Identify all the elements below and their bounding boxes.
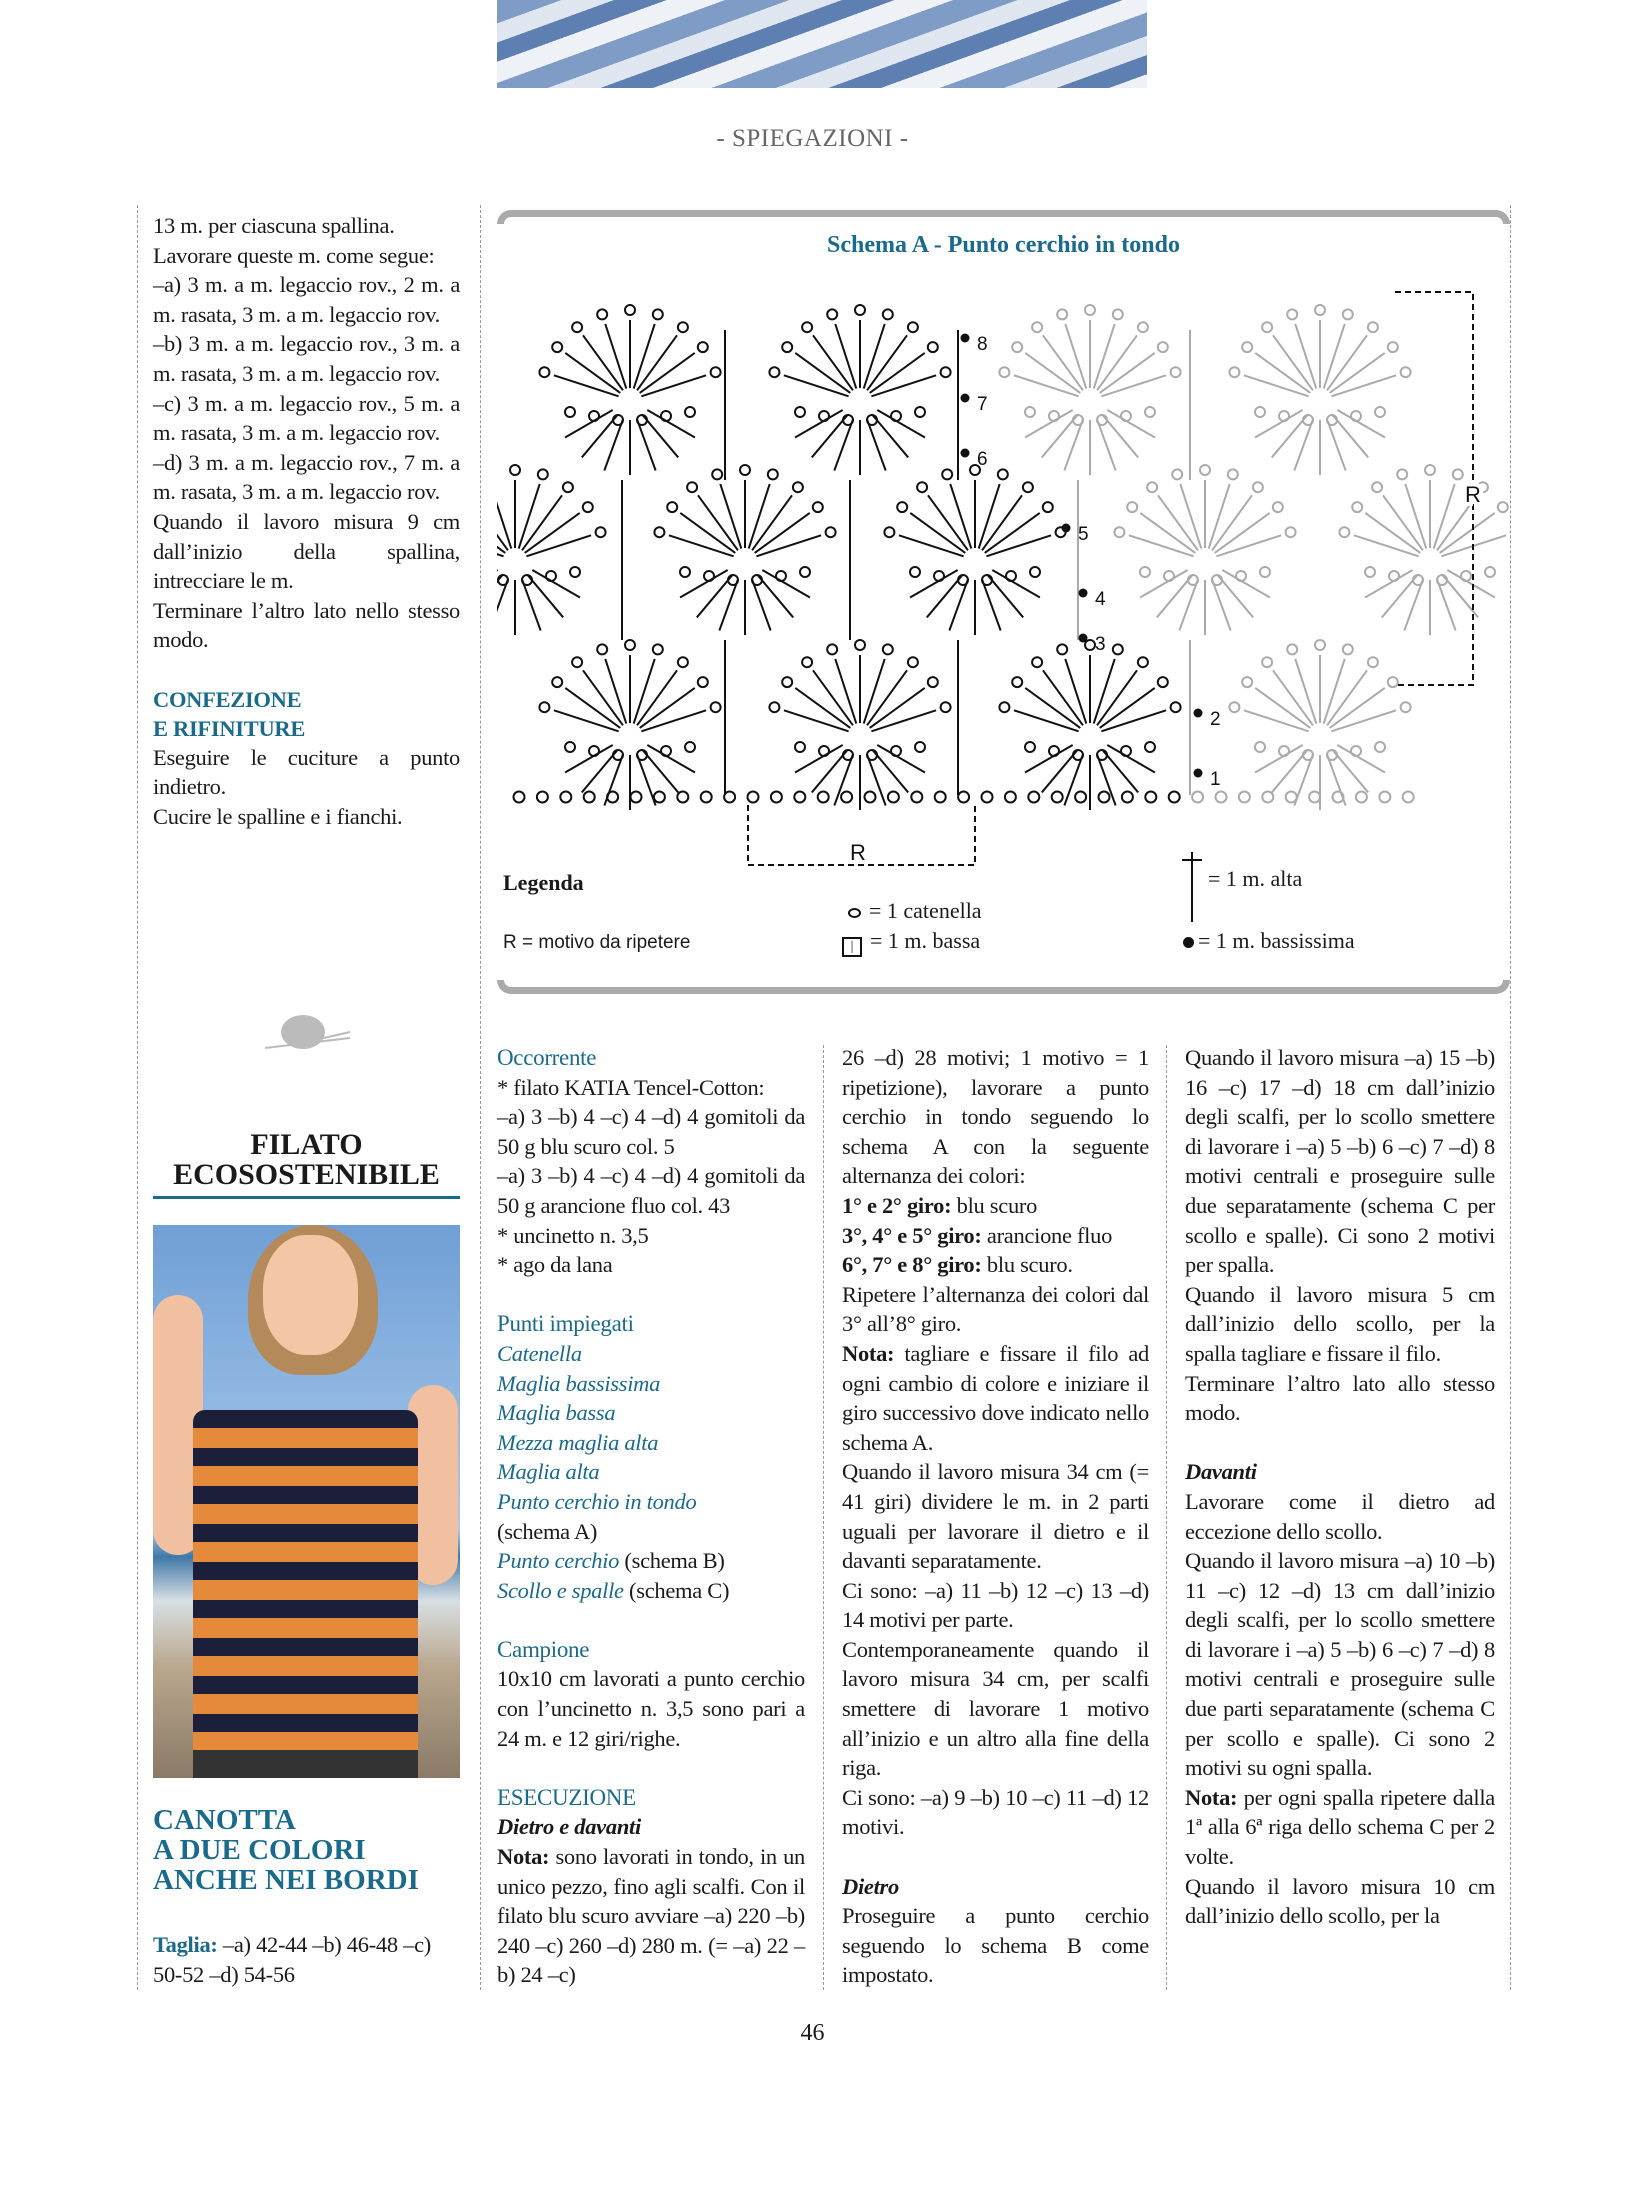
- paragraph: Quando il lavoro misura 9 cm dall’inizio della spallina, intrecciare le m.: [153, 508, 460, 594]
- chain-stitch: [1145, 742, 1155, 752]
- page-number: 46: [800, 2020, 825, 2046]
- chain-stitch: [884, 527, 894, 537]
- chain-stitch: [1012, 677, 1022, 687]
- chain-stitch: [1262, 322, 1272, 332]
- chain-stitch: [572, 322, 582, 332]
- paragraph: Ci sono: –a) 9 –b) 10 –c) 11 –d) 12 motivi.: [842, 1784, 1149, 1840]
- chain-stitch: [776, 571, 786, 581]
- chain-stitch: [546, 571, 556, 581]
- chain-stitch: [1352, 502, 1362, 512]
- chain-stitch: [1351, 746, 1361, 756]
- chain-stitch: [572, 657, 582, 667]
- slip-stitch: [1062, 524, 1071, 533]
- chain-stitch: [698, 677, 708, 687]
- chain-stitch: [740, 465, 750, 475]
- chain-stitch: [1242, 342, 1252, 352]
- chain-stitch: [1005, 792, 1016, 803]
- subheading: Dietro e davanti: [497, 1814, 641, 1840]
- chain-stitch: [1228, 469, 1238, 479]
- chain-stitch: [625, 640, 635, 650]
- chain-stitch: [1498, 502, 1508, 512]
- chain-stitch: [958, 792, 969, 803]
- chain-stitch: [1229, 367, 1239, 377]
- legend-bassa: | = 1 m. bassa: [842, 928, 980, 957]
- chain-stitch: [1229, 702, 1239, 712]
- chain-stitch: [819, 411, 829, 421]
- chain-stitch: [1099, 792, 1110, 803]
- crochet-diagram: [497, 270, 1510, 870]
- row-number: 3: [1095, 634, 1106, 655]
- chain-stitch: [678, 322, 688, 332]
- chain-stitch: [928, 677, 938, 687]
- material-item: * filato KATIA Tencel-Cotton:: [497, 1074, 765, 1100]
- chain-stitch: [1113, 644, 1123, 654]
- chain-stitch: [1388, 342, 1398, 352]
- chain-stitch: [1343, 644, 1353, 654]
- double-crochet: [497, 570, 498, 598]
- chain-stitch: [1273, 502, 1283, 512]
- chain-stitch: [769, 367, 779, 377]
- chain-stitch: [1279, 746, 1289, 756]
- legend-repeat: R = motivo da ripetere: [503, 932, 691, 953]
- color-row: 3°, 4° e 5° giro: arancione fluo: [842, 1222, 1113, 1248]
- legend-catenella: = 1 catenella: [848, 898, 982, 924]
- paragraph: Contemporaneamente quando il lavoro misura 34 cm, per scalfi smettere di lavorare 1 motivo all’inizio e un altro alla fine della riga.: [842, 1636, 1149, 1781]
- chain-stitch: [1343, 309, 1353, 319]
- filato-heading: FILATO ECOSOSTENIBILE: [153, 1130, 460, 1199]
- paragraph: Proseguire a punto cerchio seguendo lo schema B come impostato.: [842, 1903, 1149, 1988]
- chain-stitch: [826, 527, 836, 537]
- chain-stitch: [841, 792, 852, 803]
- section-title: - SPIEGAZIONI -: [716, 125, 909, 152]
- paragraph: Quando il lavoro misura 5 cm dall’inizio dello scollo, per la spalla tagliare e fissare il filo.: [1185, 1281, 1495, 1366]
- chain-stitch: [711, 367, 721, 377]
- chain-stitch: [888, 792, 899, 803]
- row-number: 2: [1210, 709, 1221, 730]
- schema-title: Schema A - Punto cerchio in tondo: [827, 232, 1180, 258]
- slip-stitch: [961, 334, 970, 343]
- chain-stitch: [1012, 342, 1022, 352]
- chain-stitch: [1121, 746, 1131, 756]
- material-item: –a) 3 –b) 4 –c) 4 –d) 4 gomitoli da 50 g blu scuro col. 5: [497, 1104, 805, 1159]
- chain-stitch: [1025, 742, 1035, 752]
- chain-stitch: [813, 502, 823, 512]
- chain-stitch: [1453, 469, 1463, 479]
- chain-stitch: [1085, 305, 1095, 315]
- schema-frame-top: [497, 210, 1510, 224]
- chain-stitch: [1262, 657, 1272, 667]
- chain-stitch: [1023, 482, 1033, 492]
- chain-stitch: [1388, 677, 1398, 687]
- paragraph: –d) 3 m. a m. legaccio rov., 7 m. a m. rasata, 3 m. a m. legaccio rov.: [153, 449, 460, 505]
- chain-stitch: [1279, 411, 1289, 421]
- chain-stitch: [1049, 746, 1059, 756]
- paragraph: Eseguire le cuciture a punto indietro.: [153, 744, 460, 800]
- yarn-ball-icon: [255, 1010, 355, 1055]
- chain-stitch: [1403, 792, 1414, 803]
- chain-stitch: [941, 702, 951, 712]
- schema-frame-bottom: [497, 980, 1510, 994]
- chain-stitch: [597, 644, 607, 654]
- slip-stitch: [961, 449, 970, 458]
- slip-stitch: [1194, 709, 1203, 718]
- chain-stitch: [982, 792, 993, 803]
- chain-stitch: [661, 746, 671, 756]
- chain-stitch: [654, 527, 664, 537]
- color-row: 1° e 2° giro: blu scuro: [842, 1192, 1038, 1218]
- chain-stitch: [942, 469, 952, 479]
- chain-stitch: [654, 792, 665, 803]
- chain-stitch: [917, 482, 927, 492]
- paragraph: Nota: per ogni spalla ripetere dalla 1ª alla 6ª riga dello schema C per 2 volte.: [1185, 1784, 1495, 1870]
- chain-stitch: [1172, 469, 1182, 479]
- chain-stitch: [597, 309, 607, 319]
- chain-stitch: [1032, 657, 1042, 667]
- chain-icon: [848, 908, 861, 918]
- chain-stitch: [1192, 792, 1203, 803]
- chain-stitch: [1375, 742, 1385, 752]
- row-number: 8: [977, 334, 988, 355]
- slip-stitch: [1194, 769, 1203, 778]
- slip-stitch-icon: [1183, 937, 1194, 948]
- paragraph: 13 m. per ciascuna spallina.: [153, 213, 395, 238]
- chain-stitch: [855, 305, 865, 315]
- paragraph: 26 –d) 28 motivi; 1 motivo = 1 ripetizione), lavorare a punto cerchio in tondo seguendo lo schema A con la seguente alternanza dei colori:: [842, 1045, 1149, 1189]
- chain-stitch: [1006, 571, 1016, 581]
- column-3: [1185, 1043, 1495, 1931]
- chain-stitch: [584, 792, 595, 803]
- chain-stitch: [570, 567, 580, 577]
- chain-stitch: [704, 571, 714, 581]
- paragraph: 10x10 cm lavorati a punto cerchio con l’uncinetto n. 3,5 sono pari a 24 m. e 12 giri/righe.: [497, 1666, 805, 1751]
- stitch-item: Maglia bassissima: [497, 1370, 661, 1396]
- repeat-label: R: [1465, 482, 1481, 507]
- chain-stitch: [625, 305, 635, 315]
- row-number: 1: [1210, 769, 1221, 790]
- chain-stitch: [908, 322, 918, 332]
- legend-bassissima: = 1 m. bassissima: [1183, 928, 1355, 954]
- chain-stitch: [1397, 469, 1407, 479]
- material-item: * uncinetto n. 3,5: [497, 1222, 649, 1248]
- chain-stitch: [1375, 407, 1385, 417]
- chain-stitch: [883, 644, 893, 654]
- chain-stitch: [701, 792, 712, 803]
- chain-stitch: [818, 792, 829, 803]
- heading: Occorrente: [497, 1045, 597, 1070]
- chain-stitch: [653, 309, 663, 319]
- chain-stitch: [1140, 567, 1150, 577]
- subheading: Davanti: [1185, 1459, 1257, 1485]
- chain-stitch: [1315, 305, 1325, 315]
- chain-stitch: [1253, 482, 1263, 492]
- paragraph: Lavorare come il dietro ad eccezione dello scollo.: [1185, 1488, 1495, 1544]
- left-column: [153, 211, 460, 831]
- paragraph: Quando il lavoro misura –a) 10 –b) 11 –c) 12 –d) 13 cm dall’inizio degli scalfi, per lo scollo smettere di lavorare i –a) 5 –b) 6 –c) 7 –d) 8 motivi centrali e proseguire sulle due parti separatamente (schema C per scollo e spalle). Ci sono 2 motivi su ogni spalla.: [1185, 1548, 1495, 1781]
- chain-stitch: [1138, 322, 1148, 332]
- chain-stitch: [1075, 792, 1086, 803]
- chain-stitch: [653, 644, 663, 654]
- chain-stitch: [928, 342, 938, 352]
- stitch-item: Scollo e spalle (schema C): [497, 1577, 730, 1603]
- chain-stitch: [552, 342, 562, 352]
- chain-stitch: [769, 702, 779, 712]
- chain-stitch: [677, 792, 688, 803]
- row-number: 4: [1095, 589, 1106, 610]
- chain-stitch: [1085, 640, 1095, 650]
- chain-stitch: [510, 465, 520, 475]
- chain-stitch: [795, 742, 805, 752]
- chain-stitch: [1171, 367, 1181, 377]
- paragraph: Terminare l’altro lato allo stesso modo.: [1185, 1370, 1495, 1426]
- chain-stitch: [1239, 792, 1250, 803]
- chain-stitch: [999, 367, 1009, 377]
- chain-stitch: [795, 407, 805, 417]
- repeat-label: R: [850, 840, 866, 865]
- chain-stitch: [935, 792, 946, 803]
- paragraph: –a) 3 m. a m. legaccio rov., 2 m. a m. rasata, 3 m. a m. legaccio rov.: [153, 272, 460, 327]
- project-title: CANOTTA A DUE COLORI ANCHE NEI BORDI: [153, 1804, 419, 1896]
- stitch-note: (schema A): [497, 1518, 598, 1544]
- chain-stitch: [1286, 527, 1296, 537]
- chain-stitch: [1309, 792, 1320, 803]
- chain-stitch: [771, 792, 782, 803]
- chain-stitch: [855, 640, 865, 650]
- chain-stitch: [1200, 465, 1210, 475]
- chain-stitch: [1145, 792, 1156, 803]
- chain-stitch: [560, 792, 571, 803]
- chain-stitch: [1372, 482, 1382, 492]
- chain-stitch: [1365, 567, 1375, 577]
- stitch-item: Catenella: [497, 1340, 582, 1366]
- chain-stitch: [934, 571, 944, 581]
- chain-stitch: [1485, 567, 1495, 577]
- chain-stitch: [538, 469, 548, 479]
- chain-stitch: [552, 677, 562, 687]
- chain-stitch: [782, 677, 792, 687]
- chain-stitch: [1401, 367, 1411, 377]
- paragraph: –c) 3 m. a m. legaccio rov., 5 m. a m. rasata, 3 m. a m. legaccio rov.: [153, 390, 460, 446]
- color-row: 6°, 7° e 8° giro: blu scuro.: [842, 1252, 1073, 1278]
- material-item: * ago da lana: [497, 1252, 613, 1278]
- chain-stitch: [514, 792, 525, 803]
- paragraph: Ripetere l’alternanza dei colori dal 3° all’8° giro.: [842, 1281, 1149, 1337]
- chain-stitch: [865, 792, 876, 803]
- chain-stitch: [1049, 411, 1059, 421]
- chain-stitch: [1260, 567, 1270, 577]
- double-crochet-icon: [1180, 852, 1204, 922]
- paragraph: Terminare l’altro lato nello stesso modo.: [153, 597, 460, 653]
- chain-stitch: [1164, 571, 1174, 581]
- chain-stitch: [680, 567, 690, 577]
- column-divider: [1166, 1045, 1167, 1990]
- chain-stitch: [941, 367, 951, 377]
- stitch-item: Mezza maglia alta: [497, 1429, 659, 1455]
- chain-stitch: [827, 309, 837, 319]
- row-number: 6: [977, 449, 988, 470]
- chain-stitch: [998, 469, 1008, 479]
- material-item: –a) 3 –b) 4 –c) 4 –d) 4 gomitoli da 50 g arancione fluo col. 43: [497, 1163, 805, 1218]
- chain-stitch: [1255, 407, 1265, 417]
- chain-stitch: [1287, 309, 1297, 319]
- row-number: 7: [977, 394, 988, 415]
- chain-stitch: [802, 657, 812, 667]
- chain-stitch: [1461, 571, 1471, 581]
- chain-stitch: [667, 502, 677, 512]
- paragraph: Nota: sono lavorati in tondo, in un unico pezzo, fino agli scalfi. Con il filato blu scuro avviare –a) 220 –b) 240 –c) 260 –d) 280 m. (= –a) 22 –b) 24 –c): [497, 1844, 805, 1988]
- chain-stitch: [589, 411, 599, 421]
- paragraph: Cucire le spalline e i fianchi.: [153, 803, 403, 829]
- chain-stitch: [1028, 792, 1039, 803]
- paragraph: Ci sono: –a) 11 –b) 12 –c) 13 –d) 14 motivi per parte.: [842, 1577, 1149, 1633]
- column-divider: [1510, 205, 1511, 1990]
- column-divider: [137, 205, 138, 1990]
- chain-stitch: [1057, 309, 1067, 319]
- single-crochet-icon: |: [842, 937, 862, 957]
- stitch-item: Punto cerchio in tondo: [497, 1488, 697, 1514]
- paragraph: –b) 3 m. a m. legaccio rov., 3 m. a m. rasata, 3 m. a m. legaccio rov.: [153, 331, 460, 386]
- paragraph: Lavorare queste m. come segue:: [153, 242, 435, 268]
- chain-stitch: [910, 567, 920, 577]
- row-number: 5: [1078, 524, 1089, 545]
- stitch-item: Punto cerchio (schema B): [497, 1548, 725, 1574]
- header-photo-strip: [497, 0, 1147, 88]
- chain-stitch: [1425, 465, 1435, 475]
- chain-stitch: [539, 367, 549, 377]
- chain-stitch: [1025, 407, 1035, 417]
- stitch-item: Maglia bassa: [497, 1400, 616, 1426]
- chain-stitch: [1169, 792, 1180, 803]
- chain-stitch: [1147, 482, 1157, 492]
- chain-stitch: [589, 746, 599, 756]
- chain-stitch: [908, 657, 918, 667]
- chain-stitch: [748, 792, 759, 803]
- heading: Punti impiegati: [497, 1311, 634, 1337]
- heading: Campione: [497, 1636, 590, 1662]
- chain-stitch: [1030, 567, 1040, 577]
- chain-stitch: [819, 746, 829, 756]
- chain-stitch: [678, 657, 688, 667]
- chain-stitch: [1315, 640, 1325, 650]
- confezione-heading: CONFEZIONE E RIFINITURE: [153, 686, 306, 741]
- chain-stitch: [768, 469, 778, 479]
- chain-stitch: [1287, 644, 1297, 654]
- slip-stitch: [1079, 634, 1088, 643]
- paragraph: Quando il lavoro misura 10 cm dall’inizio dello scollo, per la: [1185, 1873, 1495, 1929]
- chain-stitch: [687, 482, 697, 492]
- legend-alta: = 1 m. alta: [1180, 852, 1298, 922]
- chain-stitch: [891, 746, 901, 756]
- chain-stitch: [1216, 792, 1227, 803]
- chain-stitch: [1122, 792, 1133, 803]
- chain-stitch: [565, 407, 575, 417]
- chain-stitch: [1401, 702, 1411, 712]
- chain-stitch: [915, 407, 925, 417]
- chain-stitch: [1236, 571, 1246, 581]
- chain-stitch: [596, 527, 606, 537]
- chain-stitch: [1121, 411, 1131, 421]
- chain-stitch: [915, 742, 925, 752]
- stitch-item: Maglia alta: [497, 1459, 600, 1485]
- size-info: Taglia: –a) 42-44 –b) 46-48 –c) 50-52 –d) 54-56: [153, 1932, 431, 1987]
- paragraph: Quando il lavoro misura –a) 15 –b) 16 –c) 17 –d) 18 cm dall’inizio degli scalfi, per lo scollo smettere di lavorare i –a) 5 –b) 6 –c) 7 –d) 8 motivi centrali e proseguire sulle due separatamente (schema C per scollo e spalle). Ci sono 2 motivi per spalla.: [1185, 1045, 1495, 1278]
- chain-stitch: [897, 502, 907, 512]
- chain-stitch: [698, 342, 708, 352]
- column-divider: [480, 205, 481, 1990]
- column-2: [842, 1043, 1149, 1990]
- chain-stitch: [1145, 407, 1155, 417]
- chain-stitch: [565, 742, 575, 752]
- chain-stitch: [583, 502, 593, 512]
- subheading: Dietro: [842, 1873, 899, 1899]
- chain-stitch: [1171, 702, 1181, 712]
- column-divider: [823, 1045, 824, 1990]
- chain-stitch: [794, 792, 805, 803]
- column-1: [497, 1043, 805, 1990]
- chain-stitch: [631, 792, 642, 803]
- chain-stitch: [911, 792, 922, 803]
- chain-stitch: [793, 482, 803, 492]
- chain-stitch: [1368, 657, 1378, 667]
- chain-stitch: [661, 411, 671, 421]
- chain-stitch: [1379, 792, 1390, 803]
- chain-stitch: [1356, 792, 1367, 803]
- chain-stitch: [1158, 677, 1168, 687]
- slip-stitch: [1079, 589, 1088, 598]
- chain-stitch: [1114, 527, 1124, 537]
- chain-stitch: [1389, 571, 1399, 581]
- chain-stitch: [1242, 677, 1252, 687]
- chain-stitch: [883, 309, 893, 319]
- chain-stitch: [891, 411, 901, 421]
- chain-stitch: [1052, 792, 1063, 803]
- chain-stitch: [563, 482, 573, 492]
- chain-stitch: [1368, 322, 1378, 332]
- chain-stitch: [1339, 527, 1349, 537]
- paragraph: Quando il lavoro misura 34 cm (= 41 giri) dividere le m. in 2 parti uguali per lavorare il dietro e il davanti separatamente.: [842, 1459, 1149, 1574]
- chain-stitch: [1351, 411, 1361, 421]
- heading: ESECUZIONE: [497, 1784, 636, 1810]
- legend-title: Legenda: [503, 870, 584, 895]
- chain-stitch: [1255, 742, 1265, 752]
- chain-stitch: [1262, 792, 1273, 803]
- chain-stitch: [712, 469, 722, 479]
- chain-stitch: [1113, 309, 1123, 319]
- chain-stitch: [827, 644, 837, 654]
- chain-stitch: [802, 322, 812, 332]
- chain-stitch: [1138, 657, 1148, 667]
- chain-stitch: [539, 702, 549, 712]
- chain-stitch: [1158, 342, 1168, 352]
- chain-stitch: [1057, 644, 1067, 654]
- chain-stitch: [782, 342, 792, 352]
- double-crochet: [497, 579, 508, 631]
- chain-stitch: [1127, 502, 1137, 512]
- chain-stitch: [1032, 322, 1042, 332]
- chain-stitch: [685, 407, 695, 417]
- chain-stitch: [1043, 502, 1053, 512]
- slip-stitch: [961, 394, 970, 403]
- chain-stitch: [685, 742, 695, 752]
- model-photo: [153, 1225, 460, 1778]
- paragraph: Nota: tagliare e fissare il filo ad ogni cambio di colore e iniziare il giro successivo dove indicato nello schema A.: [842, 1340, 1149, 1455]
- chain-stitch: [800, 567, 810, 577]
- chain-stitch: [537, 792, 548, 803]
- chain-stitch: [711, 702, 721, 712]
- chain-stitch: [999, 702, 1009, 712]
